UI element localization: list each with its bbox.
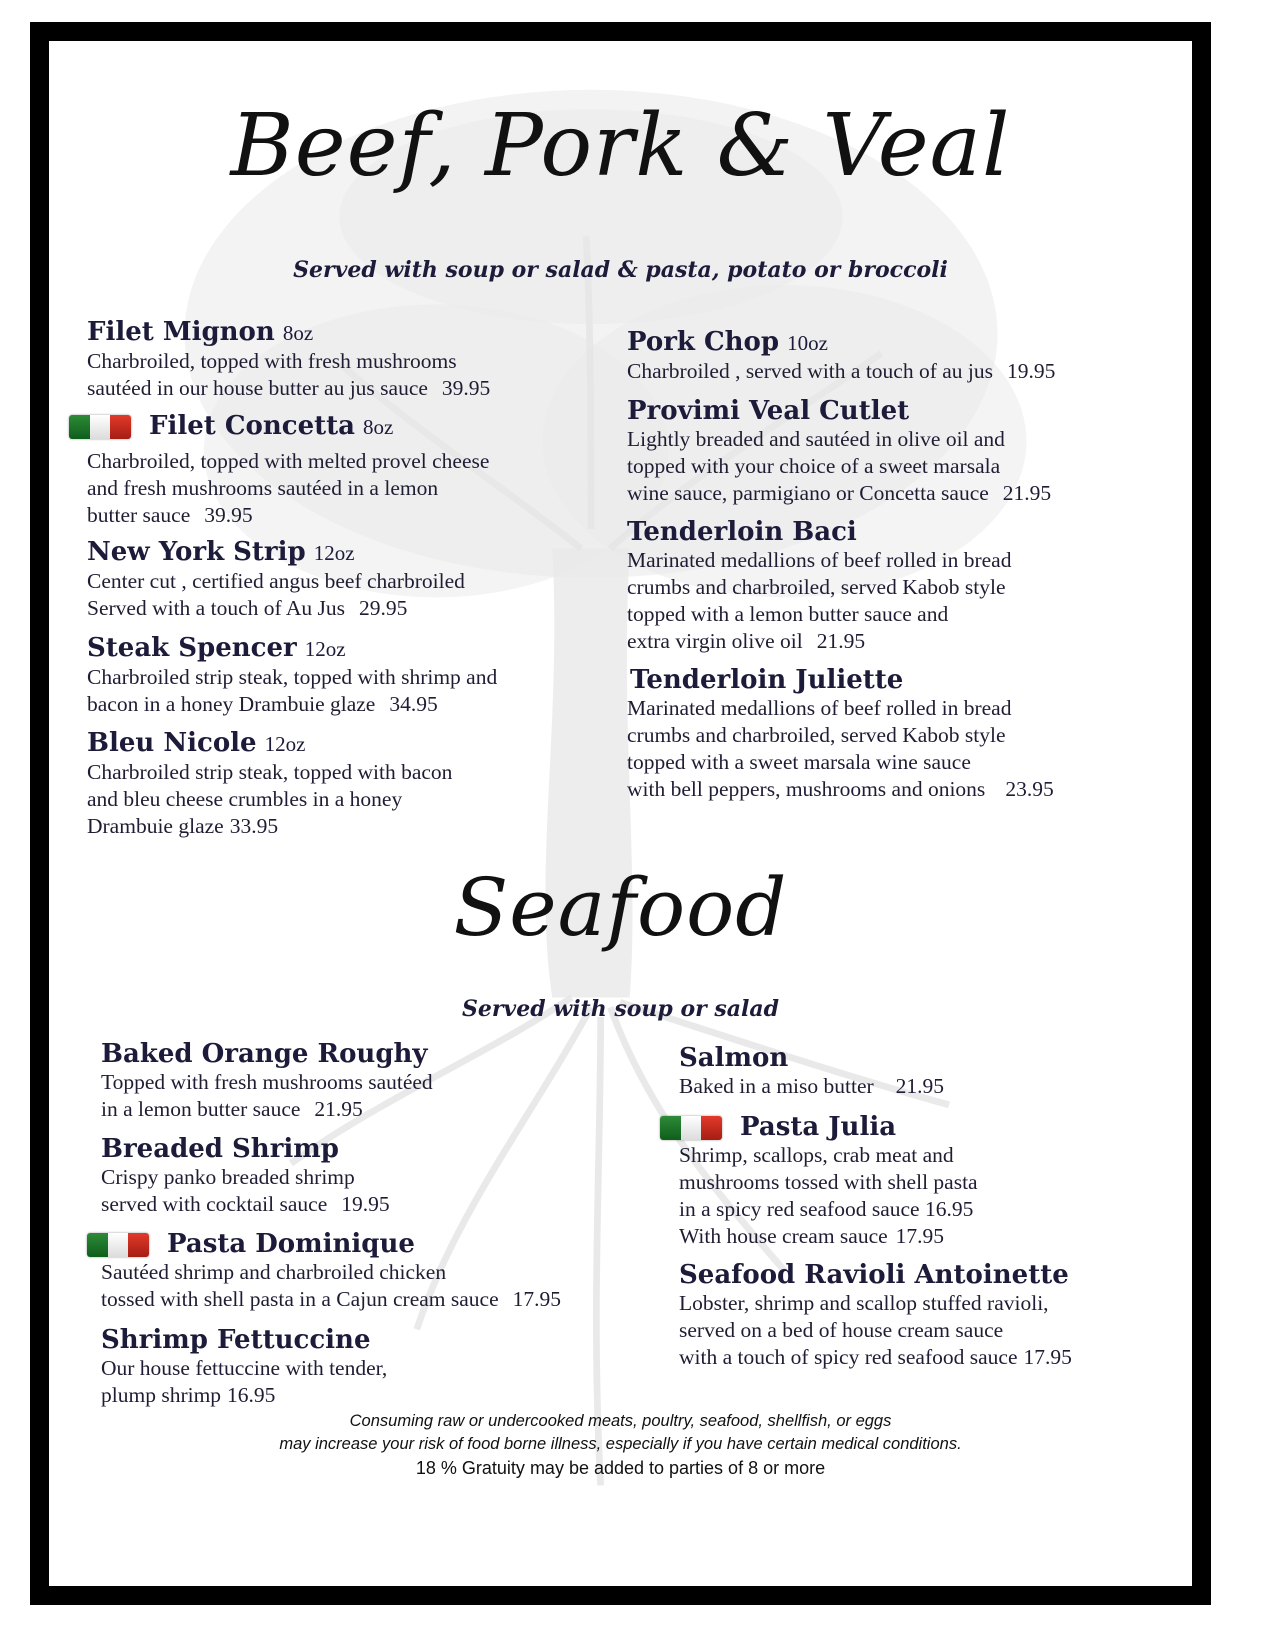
- item-description: in a spicy red seafood sauce 16.95: [679, 1197, 974, 1221]
- item-description: Crispy panko breaded shrimp: [101, 1165, 355, 1189]
- item-description: butter sauce: [87, 503, 191, 527]
- item-description: topped with your choice of a sweet marsala: [627, 454, 1001, 478]
- item-name: New York Strip: [87, 537, 306, 567]
- item-description: crumbs and charbroiled, served Kabob style: [627, 575, 1006, 599]
- item-price: 17.95: [1023, 1345, 1072, 1369]
- menu-item-seafood-ravioli-antoinette: [679, 1260, 1072, 1371]
- item-price: 17.95: [895, 1224, 945, 1248]
- item-description: topped with a sweet marsala wine sauce: [627, 750, 971, 774]
- item-description: extra virgin olive oil: [627, 629, 803, 653]
- menu-page: [30, 22, 1211, 1605]
- item-description: Served with a touch of Au Jus: [87, 596, 345, 620]
- item-price: 21.95: [895, 1074, 945, 1098]
- item-name: Baked Orange Roughy: [101, 1039, 428, 1069]
- item-price: 39.95: [441, 376, 491, 400]
- item-description: in a lemon butter sauce: [101, 1097, 301, 1121]
- item-size: 10oz: [787, 331, 828, 355]
- item-description: Center cut , certified angus beef charbroiled: [87, 569, 465, 593]
- item-description: Topped with fresh mushrooms sautéed: [101, 1070, 433, 1094]
- item-price: 19.95: [341, 1192, 390, 1216]
- menu-item-tenderloin-juliette: [627, 665, 1054, 803]
- item-size: 12oz: [264, 732, 306, 756]
- menu-item-tenderloin-baci: [627, 517, 1011, 655]
- item-description: bacon in a honey Drambuie glaze: [87, 692, 376, 716]
- item-description: Marinated medallions of beef rolled in bread: [627, 548, 1012, 572]
- item-description: Drambuie glaze: [87, 814, 224, 838]
- item-name: Bleu Nicole: [87, 728, 257, 758]
- item-description: Sautéed shrimp and charbroiled chicken: [101, 1260, 447, 1284]
- item-name: Pork Chop: [627, 327, 780, 357]
- menu-item-filet-concetta: [69, 411, 489, 529]
- seafood-section-subtitle: Served with soup or salad: [461, 996, 780, 1022]
- item-name: Provimi Veal Cutlet: [627, 396, 910, 426]
- item-description: Baked in a miso butter: [679, 1074, 874, 1098]
- item-price: 23.95: [1005, 777, 1054, 801]
- item-description: served with cocktail sauce: [101, 1192, 328, 1216]
- item-description: sautéed in our house butter au jus sauce: [87, 376, 428, 400]
- item-price: 33.95: [229, 814, 279, 838]
- item-price: 21.95: [816, 629, 866, 653]
- item-description: and bleu cheese crumbles in a honey: [87, 787, 403, 811]
- item-size: 8oz: [282, 321, 314, 345]
- menu-item-provimi-veal-cutlet: [627, 396, 1051, 507]
- item-description: Shrimp, scallops, crab meat and: [679, 1143, 954, 1167]
- item-description: Marinated medallions of beef rolled in bread: [627, 696, 1012, 720]
- item-description: Our house fettuccine with tender,: [101, 1356, 388, 1380]
- item-price: 17.95: [512, 1287, 562, 1311]
- item-name: Tenderloin Juliette: [630, 665, 904, 695]
- item-name: Salmon: [679, 1043, 789, 1073]
- gratuity-notice: 18 % Gratuity may be added to parties of 8 or more: [415, 1458, 826, 1478]
- item-description: Charbroiled, topped with melted provel cheese: [87, 449, 490, 473]
- item-description: Lobster, shrimp and scallop stuffed ravioli,: [679, 1291, 1049, 1315]
- menu-item-shrimp-fettuccine: [101, 1325, 387, 1409]
- item-name: Pasta Dominique: [167, 1229, 415, 1259]
- menu-item-pork-chop: [627, 327, 1055, 385]
- item-name: Seafood Ravioli Antoinette: [679, 1260, 1069, 1290]
- item-name: Steak Spencer: [87, 633, 297, 663]
- item-price: 29.95: [358, 596, 408, 620]
- item-description: with a touch of spicy red seafood sauce: [679, 1345, 1018, 1369]
- menu-item-pasta-dominique: [87, 1229, 561, 1313]
- item-price: 19.95: [1007, 359, 1056, 383]
- menu-item-steak-spencer: [87, 633, 497, 718]
- menu-item-new-york-strip: [87, 537, 465, 622]
- item-name: Shrimp Fettuccine: [101, 1325, 371, 1355]
- item-description: tossed with shell pasta in a Cajun cream sauce: [101, 1287, 499, 1311]
- food-safety-warning-line1: Consuming raw or undercooked meats, poultry, seafood, shellfish, or eggs: [349, 1412, 892, 1430]
- item-description: Lightly breaded and sautéed in olive oil and: [627, 427, 1005, 451]
- item-price: 16.95: [227, 1383, 276, 1407]
- item-price: 39.95: [204, 503, 253, 527]
- menu-item-pasta-julia: [660, 1112, 978, 1250]
- menu-item-bleu-nicole: [87, 728, 452, 840]
- item-description: topped with a lemon butter sauce and: [627, 602, 949, 626]
- menu-item-filet-mignon: [87, 317, 490, 402]
- item-description: and fresh mushrooms sautéed in a lemon: [87, 476, 439, 500]
- item-name: Breaded Shrimp: [101, 1134, 339, 1164]
- food-safety-warning-line2: may increase your risk of food borne illness, especially if you have certain medical conditions.: [279, 1435, 962, 1453]
- item-name: Filet Concetta: [149, 411, 355, 441]
- item-size: 8oz: [363, 415, 394, 439]
- item-description: Charbroiled, topped with fresh mushrooms: [87, 349, 457, 373]
- item-description: Charbroiled , served with a touch of au jus: [627, 359, 994, 383]
- item-description: served on a bed of house cream sauce: [679, 1318, 1004, 1342]
- italian-flag-icon: [660, 1116, 722, 1140]
- item-description: Charbroiled strip steak, topped with shrimp and: [87, 665, 498, 689]
- italian-flag-icon: [87, 1233, 149, 1257]
- menu-item-breaded-shrimp: [101, 1134, 390, 1218]
- beef-section-title: Beef, Pork & Veal: [230, 96, 1011, 196]
- item-price: 21.95: [1002, 481, 1052, 505]
- item-name: Filet Mignon: [87, 317, 275, 347]
- item-description: plump shrimp: [101, 1383, 222, 1407]
- item-price: 21.95: [314, 1097, 363, 1121]
- item-description: Charbroiled strip steak, topped with bacon: [87, 760, 453, 784]
- seafood-section-title: Seafood: [453, 861, 788, 954]
- item-price: 34.95: [389, 692, 438, 716]
- item-size: 12oz: [313, 541, 355, 565]
- item-size: 12oz: [304, 637, 346, 661]
- beef-section-subtitle: Served with soup or salad & pasta, potato or broccoli: [293, 257, 948, 283]
- menu-item-salmon: [679, 1043, 944, 1100]
- item-name: Pasta Julia: [740, 1112, 897, 1142]
- item-description: With house cream sauce: [679, 1224, 888, 1248]
- menu-item-baked-orange-roughy: [101, 1039, 433, 1123]
- item-description: wine sauce, parmigiano or Concetta sauce: [627, 481, 989, 505]
- item-description: with bell peppers, mushrooms and onions: [627, 777, 986, 801]
- item-description: mushrooms tossed with shell pasta: [679, 1170, 978, 1194]
- item-description: crumbs and charbroiled, served Kabob style: [627, 723, 1006, 747]
- item-name: Tenderloin Baci: [627, 517, 857, 547]
- italian-flag-icon: [69, 415, 131, 439]
